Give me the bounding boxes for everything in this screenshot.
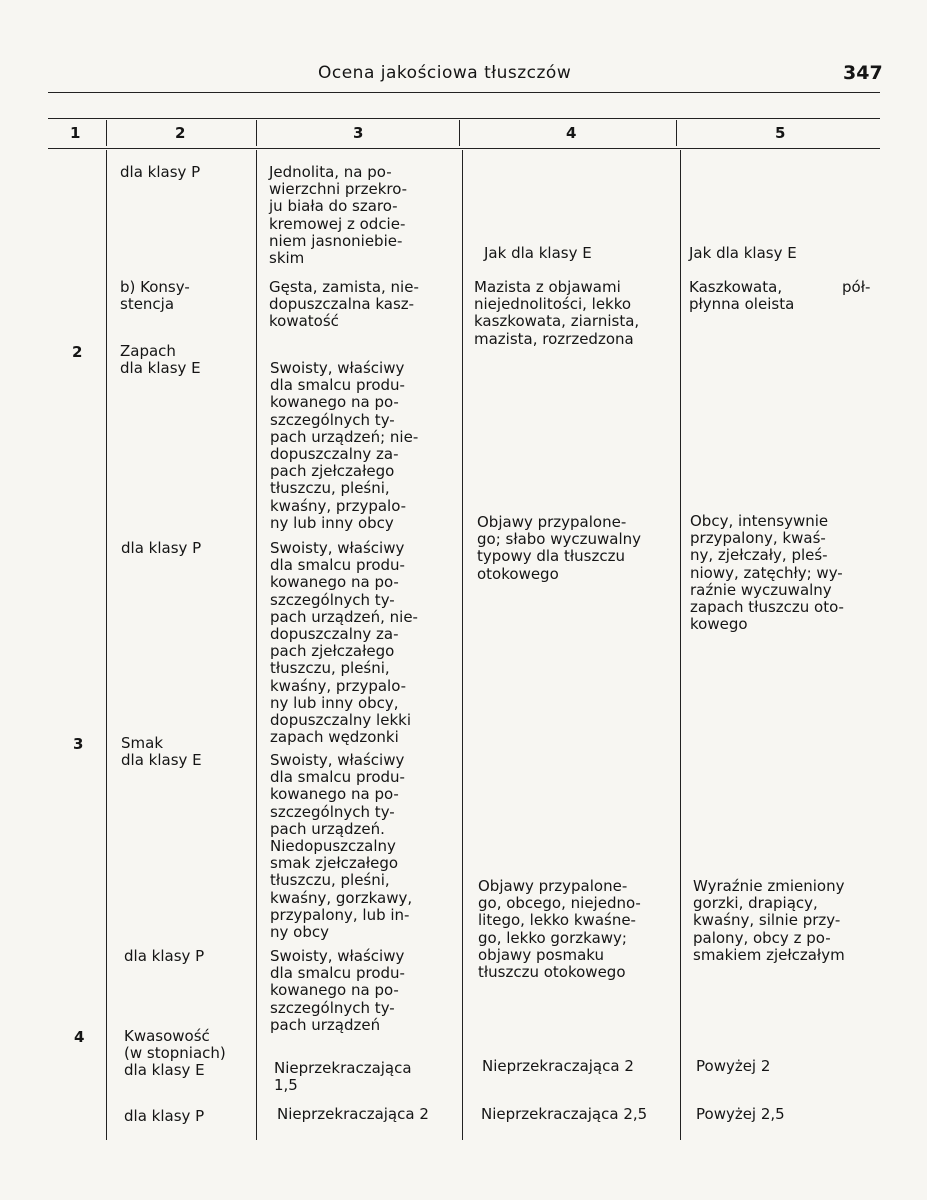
cell-requirement: Swoisty, właściwy dla smalcu produ- kowanego na po- szczególnych ty- pach urządzeń, nie- dopuszczalny za- pach zjełczałego tłuszczu, pleśni, kwaśny, przypalo- ny lub inny obcy, dopuszczalny lekki zapach wędzonki	[270, 539, 418, 747]
cell-disqualifying: Powyżej 2	[696, 1057, 771, 1075]
column-header-rule	[48, 148, 880, 149]
header-rule	[48, 92, 880, 93]
cell-attribute-label: Smak dla klasy E	[121, 734, 202, 770]
cell-attribute-label: Zapach dla klasy E	[120, 342, 201, 378]
cell-deviation: Mazista z objawami niejednolitości, lekko kaszkowata, ziarnista, mazista, rozrzedzona	[474, 278, 640, 348]
cell-disqualifying: Kaszkowata,	[689, 278, 783, 296]
cell-disqualifying: Powyżej 2,5	[696, 1105, 785, 1123]
column-number-1: 1	[70, 124, 81, 142]
col-divider	[106, 150, 107, 1140]
cell-class-label: dla klasy P	[120, 163, 201, 181]
row-number: 3	[73, 735, 84, 753]
column-number-2: 2	[175, 124, 186, 142]
cell-requirement: Swoisty, właściwy dla smalcu produ- kowanego na po- szczególnych ty- pach urządzeń; nie- dopuszczalny za- pach zjełczałego tłuszczu, pleśni, kwaśny, przypalo- ny lub inny obcy	[270, 359, 419, 532]
column-number-3: 3	[353, 124, 364, 142]
table-top-rule	[48, 118, 880, 119]
running-header-title: Ocena jakościowa tłuszczów	[318, 63, 572, 83]
cell-disqualifying: Obcy, intensywnie przypalony, kwaś- ny, zjełczały, pleś- niowy, zatęchły; wy- raźnie wyczuwalny zapach tłuszczu oto- kowego	[690, 512, 844, 634]
cell-disqualifying: Wyraźnie zmieniony gorzki, drapiący, kwaśny, silnie przy- palony, obcy z po- smakiem zjełczałym	[693, 877, 845, 964]
cell-class-label: dla klasy P	[121, 539, 202, 557]
cell-disqualifying: pół-	[842, 278, 871, 296]
cell-requirement: Swoisty, właściwy dla smalcu produ- kowanego na po- szczególnych ty- pach urządzeń	[270, 947, 405, 1034]
row-number: 4	[74, 1028, 85, 1046]
cell-requirement: Nieprzekraczająca 2	[277, 1105, 429, 1123]
column-number-5: 5	[775, 124, 786, 142]
header-col-divider	[106, 120, 107, 146]
cell-class-label: dla klasy P	[124, 947, 205, 965]
cell-class-label: dla klasy P	[124, 1107, 205, 1125]
cell-deviation: Nieprzekraczająca 2	[482, 1057, 634, 1075]
cell-requirement: Gęsta, zamista, nie- dopuszczalna kasz- kowatość	[269, 278, 419, 331]
cell-deviation: Objawy przypalone- go; słabo wyczuwalny typowy dla tłuszczu otokowego	[477, 513, 642, 583]
cell-requirement: Nieprzekraczająca 1,5	[274, 1059, 412, 1095]
col-divider	[462, 150, 463, 1140]
col-divider	[256, 150, 257, 1140]
cell-attribute-label: b) Konsy- stencja	[120, 278, 190, 314]
header-col-divider	[256, 120, 257, 146]
cell-disqualifying: płynna oleista	[689, 295, 795, 313]
cell-deviation: Nieprzekraczająca 2,5	[481, 1105, 648, 1123]
cell-deviation: Objawy przypalone- go, obcego, niejedno- litego, lekko kwaśne- go, lekko gorzkawy; objawy posmaku tłuszczu otokowego	[478, 877, 641, 982]
col-divider	[680, 150, 681, 1140]
header-col-divider	[459, 120, 460, 146]
header-col-divider	[676, 120, 677, 146]
page-number: 347	[843, 62, 883, 84]
row-number: 2	[72, 343, 83, 361]
cell-requirement: Swoisty, właściwy dla smalcu produ- kowanego na po- szczególnych ty- pach urządzeń. Niedopuszczalny smak zjełczałego tłuszczu, pleśni, kwaśny, gorzkawy, przypalony, lub in- ny obcy	[270, 751, 413, 942]
cell-attribute-label: Kwasowość (w stopniach) dla klasy E	[124, 1027, 226, 1080]
cell-deviation: Jak dla klasy E	[484, 244, 592, 262]
column-number-4: 4	[566, 124, 577, 142]
cell-disqualifying: Jak dla klasy E	[689, 244, 797, 262]
cell-requirement: Jednolita, na po- wierzchni przekro- ju biała do szaro- kremowej z odcie- niem jasnoniebie- skim	[269, 163, 408, 268]
